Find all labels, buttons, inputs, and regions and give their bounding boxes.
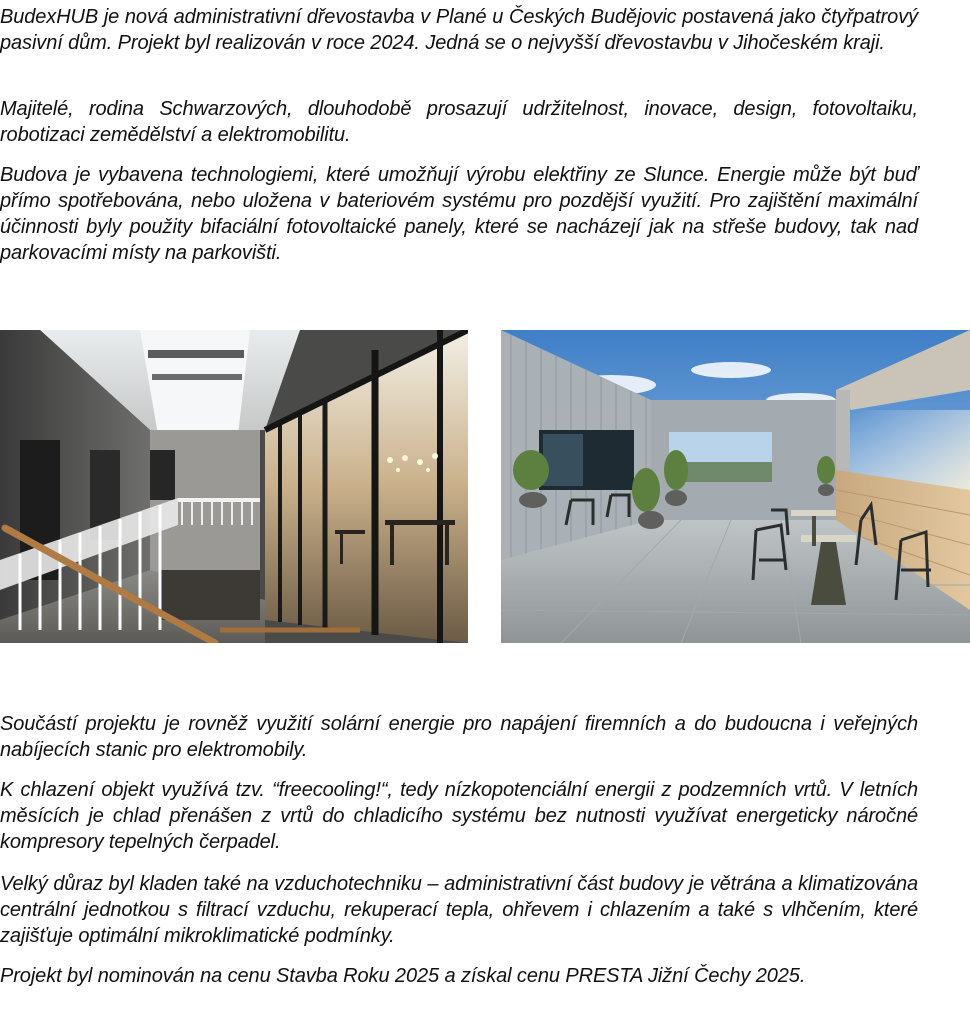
paragraph-award: Projekt byl nominován na cenu Stavba Roku 2025 a získal cenu PRESTA Jižní Čechy 2025.	[0, 965, 806, 987]
paragraph-owners: Majitelé, rodina Schwarzových, dlouhodobě prosazují udržitelnost, inovace, design, fotovoltaiku, robotizaci zemědělství a elektromobilitu.	[0, 98, 918, 146]
paragraph-ventilation: Velký důraz byl kladen také na vzduchotechniku – administrativní část budovy je větrána a klimatizována centrální jednotkou s filtrací vzduchu, rekuperací tepla, ohřevem i chlazením a také s vlhčením, které zajišťuje optimální mikroklimatické podmínky.	[0, 873, 918, 947]
paragraph-intro: BudexHUB je nová administrativní dřevostavba v Plané u Českých Budějovic postavená jako čtyřpatrový pasivní dům. Projekt byl realizován v roce 2024. Jedná se o nejvyšší dřevostavbu v Jihočeském kraji.	[0, 6, 918, 54]
interior-atrium-photo	[0, 330, 468, 643]
paragraph-technology: Budova je vybavena technologiemi, které umožňují výrobu elektřiny ze Slunce. Energie může být buď přímo spotřebována, nebo uložena v bateriovém systému pro pozdější využití. Pro zajištění maximální účinnosti byly použity bifaciální fotovoltaické panely, které se nacházejí jak na střeše budovy, tak nad parkovacími místy na parkovišti.	[0, 164, 918, 264]
roof-terrace-photo	[501, 330, 970, 643]
paragraph-freecooling: K chlazení objekt využívá tzv. “freecooling!“, tedy nízkopotenciální energii z podzemních vrtů. V letních měsících je chlad přenášen z vrtů do chladicího systému bez nutnosti využívat energeticky náročné kompresory tepelných čerpadel.	[0, 779, 918, 853]
paragraph-charging: Součástí projektu je rovněž využití solární energie pro napájení firemních a do budoucna i veřejných nabíjecích stanic pro elektromobily.	[0, 713, 918, 761]
